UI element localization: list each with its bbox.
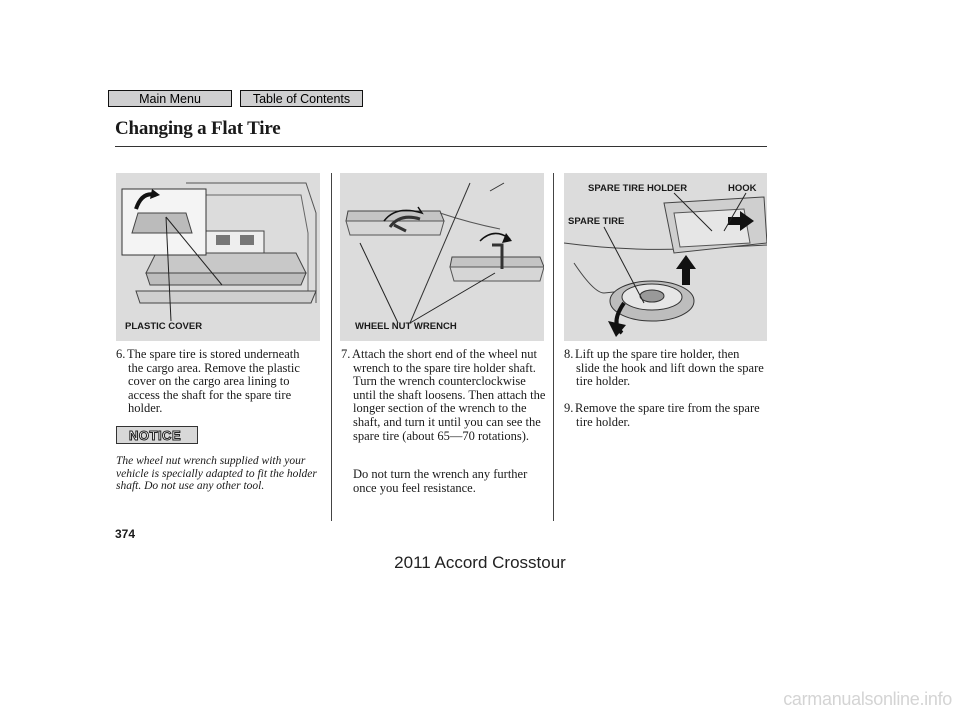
- step-7: [341, 348, 548, 443]
- callout-wheel-nut-wrench: WHEEL NUT WRENCH: [355, 321, 457, 332]
- step-number: 8.: [564, 347, 574, 361]
- page-title: Changing a Flat Tire: [115, 118, 281, 139]
- table-of-contents-button[interactable]: Table of Contents: [240, 90, 363, 107]
- step-number: 6.: [116, 347, 126, 361]
- wrench-illustration: [340, 173, 544, 341]
- callout-spare-tire-holder: SPARE TIRE HOLDER: [588, 183, 688, 194]
- column-divider: [553, 173, 554, 521]
- step-text: Remove the spare tire from the spare tire holder.: [575, 401, 760, 429]
- step-text: Attach the short end of the wheel nut wrench to the spare tire holder shaft. Turn the wrench counterclockwise until the shaft loosens. Then attach the longer section of the wrench to the shaft, and turn it until you can see the spare tire (about 65—70 rotations).: [352, 347, 546, 443]
- step-6: [116, 348, 316, 416]
- figure-spare-tire-holder: [564, 173, 767, 341]
- notice-text: The wheel nut wrench supplied with your vehicle is specially adapted to fit the holder shaft. Do not use any other tool.: [116, 455, 317, 493]
- step-9: [564, 402, 764, 429]
- step-8: [564, 348, 764, 389]
- step-7-caution: Do not turn the wrench any further once you feel resistance.: [353, 467, 528, 495]
- figure-plastic-cover: [116, 173, 320, 341]
- footer-title: 2011 Accord Crosstour: [394, 553, 566, 572]
- main-menu-button[interactable]: Main Menu: [108, 90, 232, 107]
- notice-badge: [116, 426, 198, 444]
- column-divider: [331, 173, 332, 521]
- step-text: The spare tire is stored underneath the cargo area. Remove the plastic cover on the cargo area lining to access the shaft for the spare tire holder.: [127, 347, 300, 416]
- notice-label: NOTICE: [129, 428, 182, 443]
- watermark: carmanualsonline.info: [783, 689, 952, 709]
- figure-wheel-nut-wrench: [340, 173, 544, 341]
- step-number: 7.: [341, 347, 351, 361]
- callout-spare-tire: SPARE TIRE: [568, 216, 625, 227]
- callout-plastic-cover: PLASTIC COVER: [125, 321, 203, 332]
- cargo-area-illustration: [116, 173, 320, 341]
- step-number: 9.: [564, 401, 574, 415]
- page-number: 374: [115, 527, 136, 541]
- spare-tire-illustration: [564, 173, 767, 341]
- step-text: Lift up the spare tire holder, then slide the hook and lift down the spare tire holder.: [575, 347, 764, 389]
- title-rule: [115, 146, 767, 147]
- callout-hook: HOOK: [728, 183, 757, 194]
